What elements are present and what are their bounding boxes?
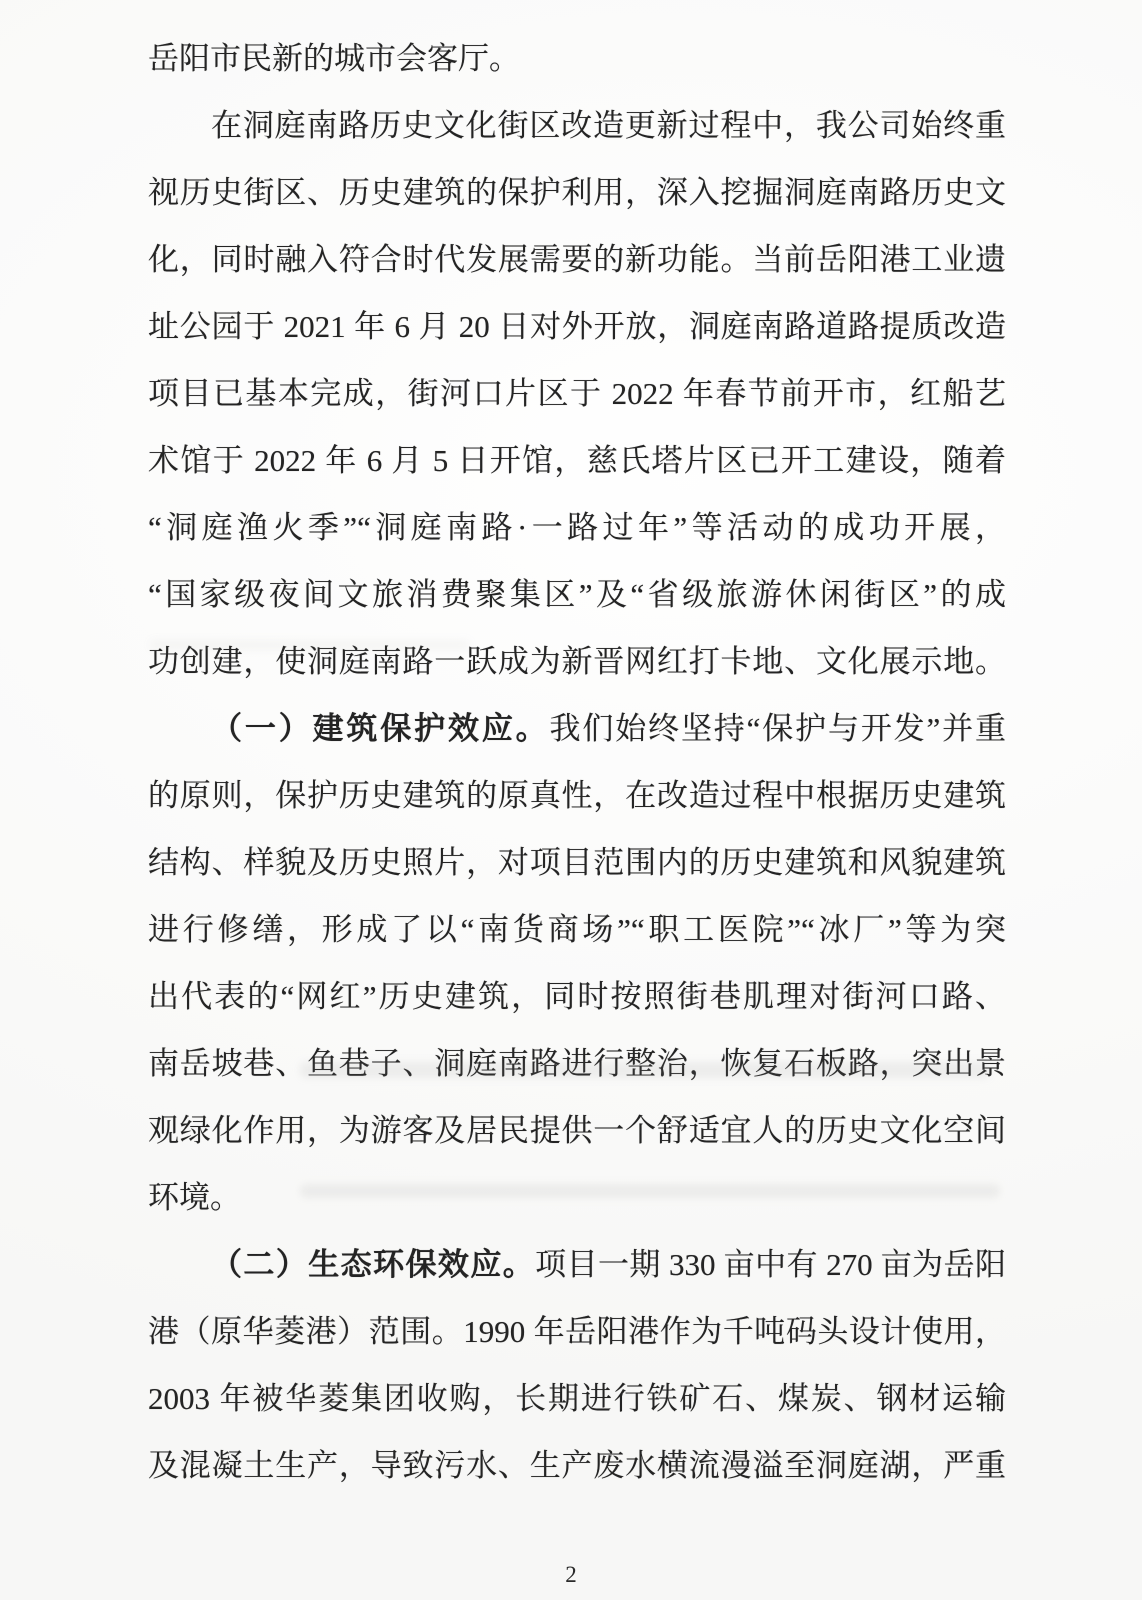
text-segment: 项目一期 330 亩中有 270 亩为岳阳 bbox=[535, 1247, 1006, 1282]
text-line: “洞庭渔火季”“洞庭南路·一路过年”等活动的成功开展， bbox=[148, 510, 1006, 545]
section-heading-2: （二）生态环保效应。 bbox=[211, 1247, 536, 1282]
text-line: 功创建，使洞庭南路一跃成为新晋网红打卡地、文化展示地。 bbox=[148, 644, 1006, 679]
text-line: 南岳坡巷、鱼巷子、洞庭南路进行整治，恢复石板路，突出景 bbox=[148, 1046, 1006, 1081]
text-line: 2003 年被华菱集团收购，长期进行铁矿石、煤炭、钢材运输 bbox=[148, 1381, 1006, 1416]
text-line: 的原则，保护历史建筑的原真性，在改造过程中根据历史建筑 bbox=[148, 778, 1006, 813]
text-line: 港（原华菱港）范围。1990 年岳阳港作为千吨码头设计使用， bbox=[148, 1314, 1006, 1349]
text-line: 进行修缮，形成了以“南货商场”“职工医院”“冰厂”等为突 bbox=[148, 912, 1006, 947]
text-line: 岳阳市民新的城市会客厅。 bbox=[148, 41, 520, 76]
section-heading-1: （一）建筑保护效应。 bbox=[211, 711, 550, 746]
text-line: “国家级夜间文旅消费聚集区”及“省级旅游休闲街区”的成 bbox=[148, 577, 1006, 612]
text-line: 环境。 bbox=[148, 1180, 241, 1215]
text-line: 及混凝土生产，导致污水、生产废水横流漫溢至洞庭湖，严重 bbox=[148, 1448, 1006, 1483]
text-line: 出代表的“网红”历史建筑，同时按照街巷肌理对街河口路、 bbox=[148, 979, 1006, 1014]
text-line-section-2 bbox=[148, 1231, 1006, 1298]
page-number: 2 bbox=[565, 1562, 577, 1587]
text-line: 结构、样貌及历史照片，对项目范围内的历史建筑和风貌建筑 bbox=[148, 845, 1006, 880]
text-line-section-1 bbox=[148, 695, 1006, 762]
text-line: 术馆于 2022 年 6 月 5 日开馆，慈氏塔片区已开工建设，随着 bbox=[148, 443, 1006, 478]
text-line: 视历史街区、历史建筑的保护利用，深入挖掘洞庭南路历史文 bbox=[148, 175, 1006, 210]
text-line: 化，同时融入符合时代发展需要的新功能。当前岳阳港工业遗 bbox=[148, 242, 1006, 277]
text-line: 址公园于 2021 年 6 月 20 日对外开放，洞庭南路道路提质改造 bbox=[148, 309, 1006, 344]
text-line: 观绿化作用，为游客及居民提供一个舒适宜人的历史文化空间 bbox=[148, 1113, 1006, 1148]
text-line: 项目已基本完成，街河口片区于 2022 年春节前开市，红船艺 bbox=[148, 376, 1006, 411]
text-line: 在洞庭南路历史文化街区改造更新过程中，我公司始终重 bbox=[211, 108, 1006, 143]
text-segment: 我们始终坚持“保护与开发”并重 bbox=[549, 711, 1006, 746]
document-text-block bbox=[148, 25, 1006, 1499]
